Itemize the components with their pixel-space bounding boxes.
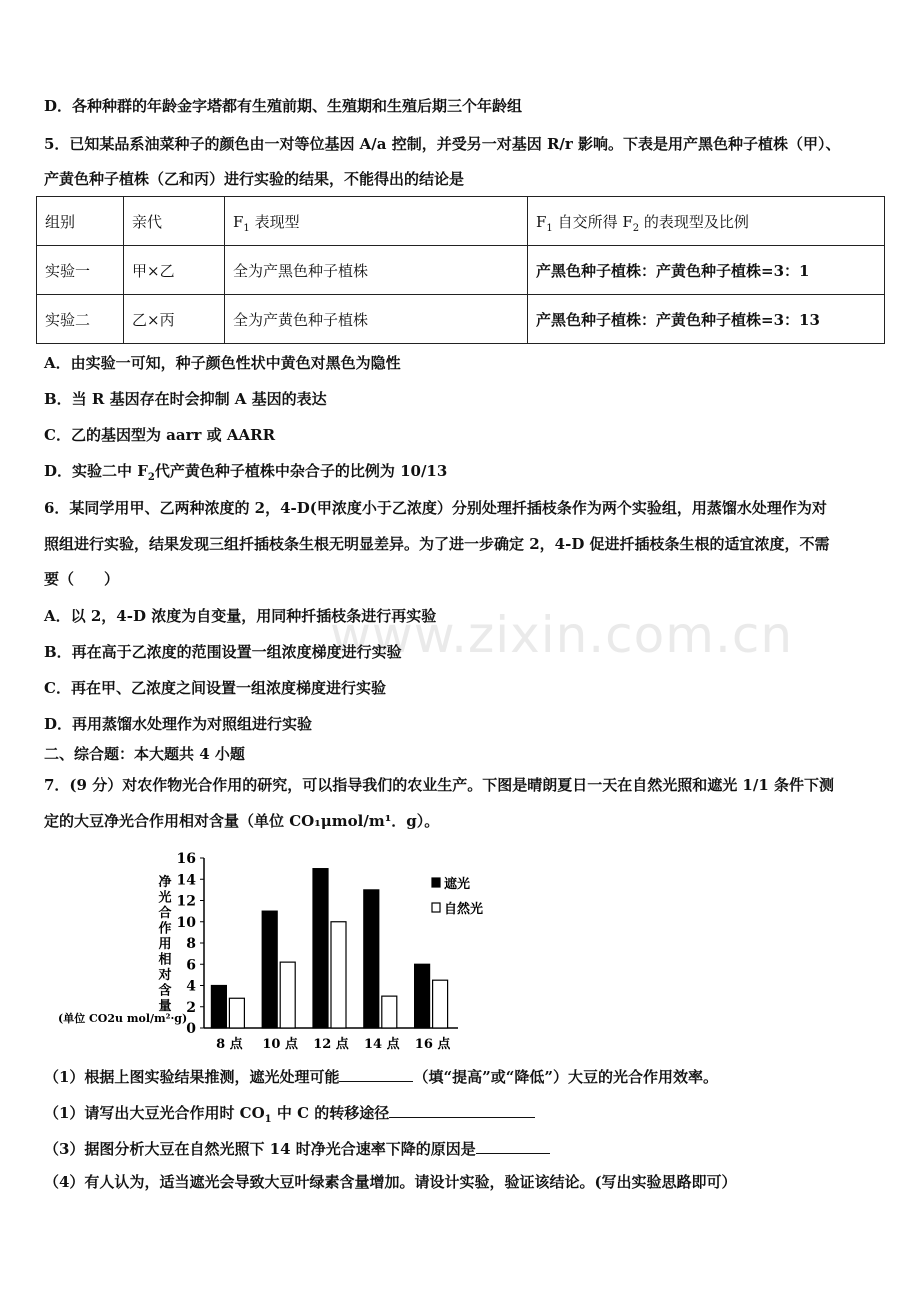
q6-stem-line1: 6．某同学用甲、乙两种浓度的 2，4-D(甲浓度小于乙浓度）分别处理扦插枝条作为两个实验组，用蒸馏水处理作为对 — [44, 499, 827, 517]
bar-natural — [280, 962, 295, 1028]
q5-option-b: B．当 R 基因存在时会抑制 A 基因的表达 — [44, 390, 327, 408]
y-tick-label: 16 — [176, 851, 196, 867]
y-axis-unit: (单位 CO2u mol/m²·g) — [58, 1012, 188, 1025]
bar-shade — [211, 986, 226, 1029]
q5-stem-line1: 5．已知某品系油菜种子的颜色由一对等位基因 A/a 控制，并受另一对基因 R/r 影响。下表是用产黑色种子植株（甲）、 — [44, 135, 841, 153]
y-tick-label: 10 — [176, 914, 196, 931]
y-tick-label: 8 — [186, 936, 196, 952]
q6-stem-line3: 要（ ） — [44, 570, 120, 588]
bar-natural — [382, 996, 397, 1028]
x-tick-label: 10 点 — [262, 1037, 299, 1052]
q5-stem-line2: 产黄色种子植株（乙和丙）进行实验的结果，不能得出的结论是 — [44, 170, 465, 188]
bar-shade — [415, 964, 430, 1028]
q4-option-d: D．各种种群的年龄金字塔都有生殖前期、生殖期和生殖后期三个年龄组 — [44, 97, 523, 115]
y-axis-label-char: 相 — [158, 952, 172, 968]
y-axis-label-char: 合 — [158, 906, 172, 921]
bar-shade — [364, 890, 379, 1028]
cell-group: 实验一 — [37, 246, 124, 295]
bar-chart — [40, 842, 500, 1057]
y-axis-label-char: 光 — [158, 890, 172, 906]
bar-shade — [262, 911, 277, 1028]
cell-f2: 产黑色种子植株：产黄色种子植株=3：1 — [528, 246, 885, 295]
y-tick-label: 2 — [186, 999, 196, 1016]
cell-f1: 全为产黄色种子植株 — [225, 295, 528, 344]
table-row — [37, 295, 885, 344]
q5-option-a: A．由实验一可知，种子颜色性状中黄色对黑色为隐性 — [44, 354, 401, 372]
y-tick-label: 12 — [176, 893, 196, 910]
q6-option-c: C．再在甲、乙浓度之间设置一组浓度梯度进行实验 — [44, 679, 386, 697]
q6-option-b: B．再在高于乙浓度的范围设置一组浓度梯度进行实验 — [44, 643, 402, 661]
x-tick-label: 12 点 — [313, 1037, 349, 1052]
q7-sub3: （3）据图分析大豆在自然光照下 14 时净光合速率下降的原因是 — [44, 1138, 550, 1159]
q7-sub1: （1）根据上图实验结果推测，遮光处理可能 （填“提高”或“降低”）大豆的光合作用效率。 — [44, 1068, 718, 1086]
y-axis-label-char: 含 — [158, 983, 172, 999]
table-header-row — [37, 197, 885, 246]
y-tick-label: 14 — [176, 872, 196, 889]
y-axis-label-char: 用 — [158, 937, 172, 952]
x-tick-label: 16 点 — [414, 1037, 451, 1052]
watermark: www.zixin.com.cn — [330, 606, 794, 664]
legend-swatch — [432, 878, 440, 887]
bar-natural — [433, 980, 448, 1028]
legend-label: 遮光 — [444, 877, 471, 892]
y-tick-label: 0 — [186, 1021, 196, 1037]
x-tick-label: 8 点 — [216, 1037, 243, 1052]
cell-f2: 产黑色种子植株：产黄色种子植株=3：13 — [528, 295, 885, 344]
header-f2-phenotype-ratio: $F_1$ 自交所得 $F_2$ 的表现型及比例 — [528, 197, 885, 246]
bar-natural — [229, 998, 244, 1028]
y-tick-label: 4 — [186, 978, 196, 995]
table-row — [37, 246, 885, 295]
section-heading: 二、综合题：本大题共 4 小题 — [44, 745, 245, 763]
y-axis-label-char: 对 — [158, 968, 172, 983]
header-parents: 亲代 — [124, 197, 225, 246]
q5-option-c: C．乙的基因型为 aarr 或 AARR — [44, 426, 276, 444]
y-axis-label-char: 作 — [158, 921, 172, 937]
q5-option-d: D．实验二中 $F_2$代产黄色种子植株中杂合子的比例为 10/13 — [44, 462, 448, 483]
bar-natural — [331, 922, 346, 1028]
q6-option-a: A．以 2，4-D 浓度为自变量，用同种扦插枝条进行再实验 — [44, 607, 437, 625]
y-axis-label-char: 净 — [158, 875, 172, 890]
q7-sub2: （1）请写出大豆光合作用时 $CO_1$ 中 C 的转移途径 — [44, 1102, 535, 1123]
q6-option-d: D．再用蒸馏水处理作为对照组进行实验 — [44, 715, 313, 733]
q7-stem-line1: 7．(9 分）对农作物光合作用的研究，可以指导我们的农业生产。下图是晴朗夏日一天在自然光照和遮光 1/1 条件下测 — [44, 776, 834, 794]
header-group: 组别 — [37, 197, 124, 246]
q6-stem-line2: 照组进行实验，结果发现三组扦插枝条生根无明显差异。为了进一步确定 2，4-D 促进扦插枝条生根的适宜浓度，不需 — [44, 535, 830, 553]
q5-results-table — [36, 196, 885, 344]
legend-label: 自然光 — [444, 902, 484, 917]
bar-shade — [313, 869, 328, 1028]
q7-sub4: （4）有人认为，适当遮光会导致大豆叶绿素含量增加。请设计实验，验证该结论。(写出实验思路即可） — [44, 1173, 737, 1191]
header-f1-phenotype: $F_1$ 表现型 — [225, 197, 528, 246]
y-axis-label-char: 量 — [158, 999, 172, 1014]
y-tick-label: 6 — [186, 957, 196, 974]
x-tick-label: 14 点 — [363, 1037, 400, 1052]
cell-parents: 甲×乙 — [124, 246, 225, 295]
cell-parents: 乙×丙 — [124, 295, 225, 344]
cell-f1: 全为产黑色种子植株 — [225, 246, 528, 295]
cell-group: 实验二 — [37, 295, 124, 344]
q7-stem-line2: 定的大豆净光合作用相对含量（单位 CO₁μmol/m¹．g）。 — [44, 812, 440, 830]
legend-swatch — [432, 903, 440, 912]
